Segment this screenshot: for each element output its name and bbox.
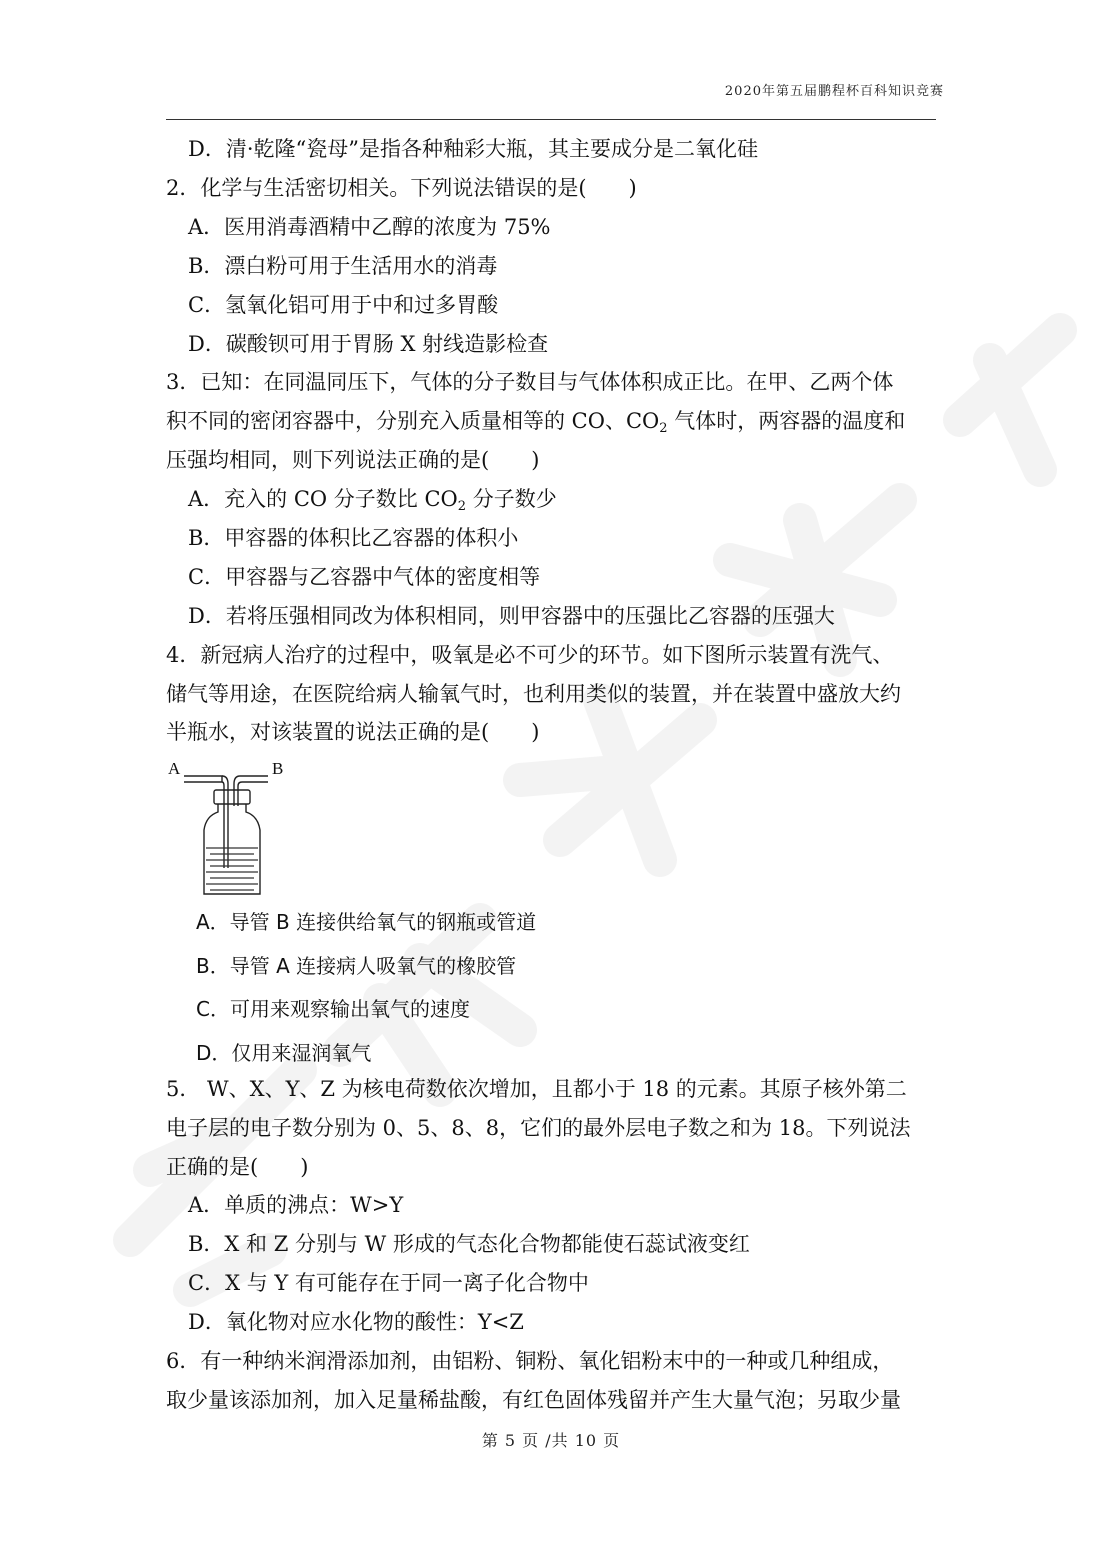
q4-stem-line1: 4．新冠病人治疗的过程中，吸氧是必不可少的环节。如下图所示装置有洗气、 [166, 643, 894, 667]
q2-stem: 2．化学与生活密切相关。下列说法错误的是( ) [166, 176, 637, 200]
q6-stem-line1: 6．有一种纳米润滑添加剂，由铝粉、铜粉、氧化铝粉末中的一种或几种组成， [166, 1349, 894, 1373]
q3-stem-line3: 压强均相同，则下列说法正确的是( ) [166, 448, 540, 472]
gas-washing-bottle-figure [164, 756, 304, 898]
q5-option-d: D．氧化物对应水化物的酸性：Y<Z [188, 1310, 524, 1334]
q5-stem-line2: 电子层的电子数分别为 0、5、8、8，它们的最外层电子数之和为 18。下列说法 [166, 1116, 911, 1140]
q2-option-c: C．氢氧化铝可用于中和过多胃酸 [188, 293, 499, 317]
q4-option-c: C．可用来观察输出氧气的速度 [196, 997, 470, 1021]
q3-option-a: A．充入的 CO 分子数比 $CO_2$ 分子数少 [188, 487, 557, 514]
q1-option-d: D．清·乾隆“瓷母”是指各种釉彩大瓶，其主要成分是二氧化硅 [188, 137, 758, 161]
q5-option-b: B．X 和 Z 分别与 W 形成的气态化合物都能使石蕊试液变红 [188, 1232, 750, 1256]
figure-label-b: B [272, 759, 284, 778]
q4-option-b: B．导管 A 连接病人吸氧气的橡胶管 [196, 954, 517, 978]
q3-option-d: D．若将压强相同改为体积相同，则甲容器中的压强比乙容器的压强大 [188, 604, 835, 628]
q5-option-a: A．单质的沸点：W>Y [188, 1193, 404, 1217]
q6-stem-line2: 取少量该添加剂，加入足量稀盐酸，有红色固体残留并产生大量气泡；另取少量 [166, 1388, 901, 1412]
q4-stem-line3: 半瓶水，对该装置的说法正确的是( ) [166, 720, 540, 744]
q2-option-b: B．漂白粉可用于生活用水的消毒 [188, 254, 498, 278]
q5-stem-line1: 5． W、X、Y、Z 为核电荷数依次增加，且都小于 18 的元素。其原子核外第二 [166, 1077, 907, 1101]
q3-option-b: B．甲容器的体积比乙容器的体积小 [188, 526, 519, 550]
q2-option-a: A．医用消毒酒精中乙醇的浓度为 75% [188, 215, 551, 239]
q3-option-c: C．甲容器与乙容器中气体的密度相等 [188, 565, 541, 589]
q4-option-a: A．导管 B 连接供给氧气的钢瓶或管道 [196, 910, 537, 934]
q3-stem-line2: 积不同的密闭容器中，分别充入质量相等的 CO、$CO_2$ 气体时，两容器的温度和 [166, 409, 906, 436]
q2-option-d: D．碳酸钡可用于胃肠 X 射线造影检查 [188, 332, 549, 356]
q4-stem-line2: 储气等用途，在医院给病人输氧气时，也利用类似的装置，并在装置中盛放大约 [166, 682, 901, 706]
q5-option-c: C．X 与 Y 有可能存在于同一离子化合物中 [188, 1271, 589, 1295]
page-header: 2020年第五届鹏程杯百科知识竞赛 [724, 84, 944, 99]
page-footer: 第 5 页 /共 10 页 [481, 1431, 621, 1450]
q5-stem-line3: 正确的是( ) [166, 1155, 309, 1179]
header-rule [166, 119, 936, 120]
figure-label-a: A [168, 759, 181, 778]
q4-option-d: D．仅用来湿润氧气 [196, 1041, 372, 1065]
q3-stem-line1: 3．已知：在同温同压下，气体的分子数目与气体体积成正比。在甲、乙两个体 [166, 370, 894, 394]
